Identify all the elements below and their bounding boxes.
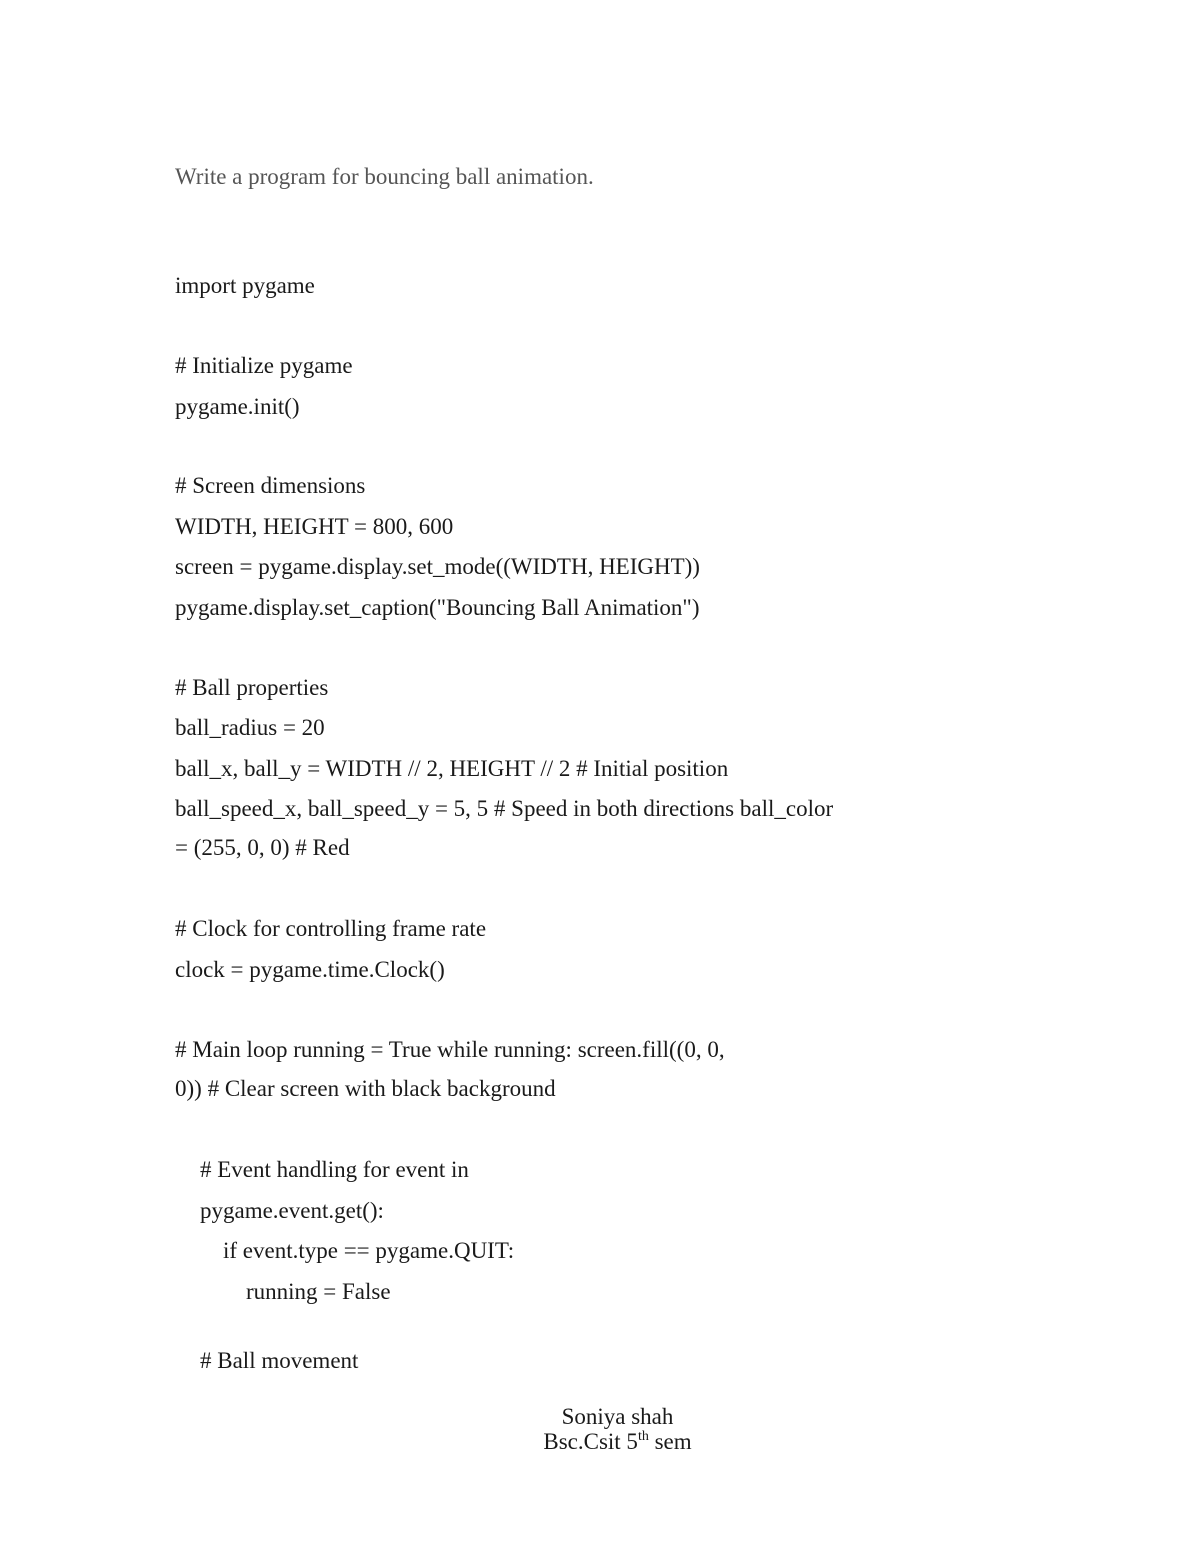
- document-title: Write a program for bouncing ball animation.: [175, 164, 594, 189]
- code-line: ball_radius = 20: [175, 715, 325, 740]
- code-line: clock = pygame.time.Clock(): [175, 957, 445, 982]
- code-line: ball_speed_x, ball_speed_y = 5, 5 # Speed in both directions ball_color: [175, 796, 834, 821]
- code-line: running = False: [246, 1279, 391, 1304]
- footer-author: Soniya shah: [561, 1404, 674, 1429]
- code-line: # Clock for controlling frame rate: [175, 916, 487, 941]
- code-line: # Ball properties: [175, 675, 329, 700]
- code-line: # Main loop running = True while running: screen.fill((0, 0,: [175, 1037, 725, 1062]
- code-line: = (255, 0, 0) # Red: [175, 835, 350, 860]
- code-line: 0)) # Clear screen with black background: [175, 1076, 556, 1101]
- code-line: pygame.event.get():: [200, 1198, 384, 1223]
- code-line: pygame.init(): [175, 394, 300, 419]
- footer-course-suffix: sem: [648, 1429, 692, 1454]
- code-line: # Event handling for event in: [200, 1157, 469, 1182]
- footer-course-prefix: Bsc.Csit 5: [543, 1429, 638, 1454]
- code-line: screen = pygame.display.set_mode((WIDTH, HEIGHT)): [175, 554, 700, 579]
- code-line: ball_x, ball_y = WIDTH // 2, HEIGHT // 2 # Initial position: [175, 756, 729, 781]
- code-line: if event.type == pygame.QUIT:: [223, 1238, 515, 1263]
- code-line: # Ball movement: [200, 1348, 359, 1373]
- footer-course-superscript: th: [637, 1429, 649, 1444]
- code-line: WIDTH, HEIGHT = 800, 600: [175, 514, 454, 539]
- code-line: # Screen dimensions: [175, 473, 366, 498]
- code-line: # Initialize pygame: [175, 353, 353, 378]
- code-line: pygame.display.set_caption("Bouncing Ball Animation"): [175, 595, 700, 620]
- footer-course: [0, 1429, 1200, 1455]
- code-line: import pygame: [175, 273, 315, 298]
